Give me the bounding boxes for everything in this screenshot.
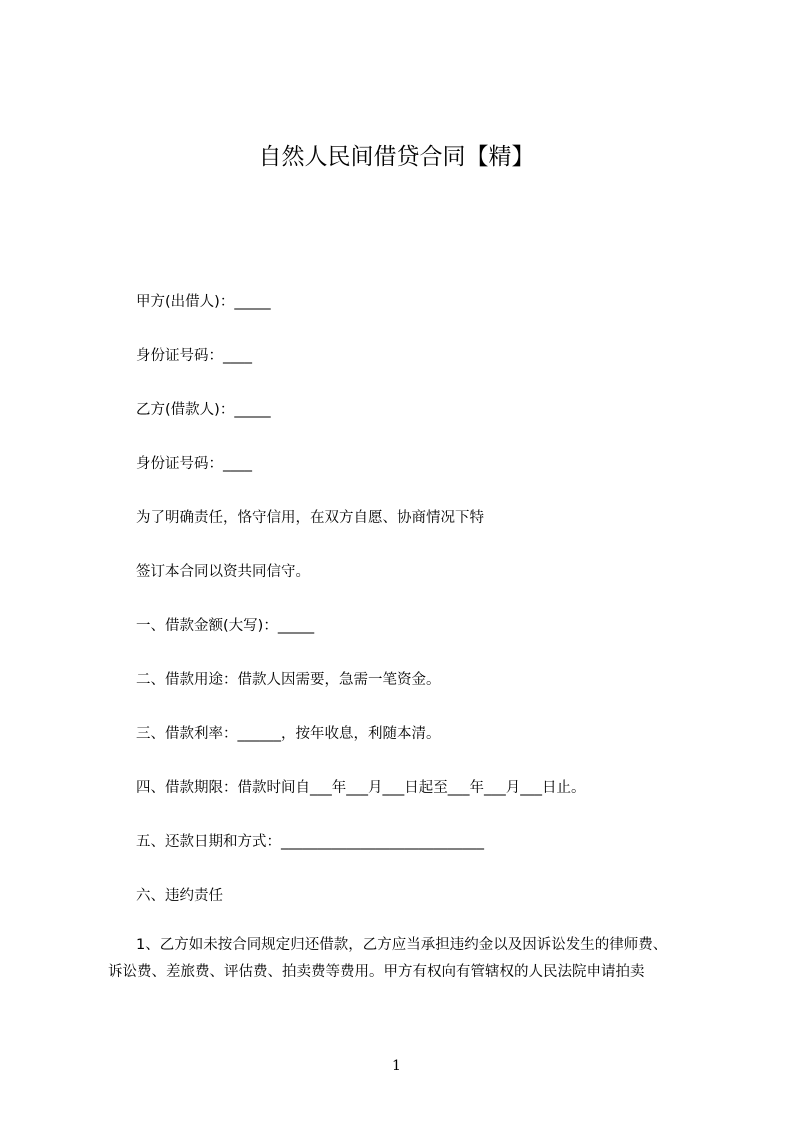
preamble-line-1: 为了明确责任，恪守信用，在双方自愿、协商情况下特 (136, 510, 484, 526)
clause-loan-term: 四、借款期限：借款时间自___年___月___日起至___年___月___日止。 (136, 780, 586, 796)
breach-paragraph-line-1: 1、乙方如未按合同规定归还借款，乙方应当承担违约金以及因诉讼发生的律师费、 (136, 937, 668, 953)
page-number: 1 (392, 1058, 401, 1074)
lender-field: 甲方(出借人)：_____ (136, 294, 271, 310)
borrower-id-field: 身份证号码：____ (136, 456, 252, 472)
clause-loan-purpose: 二、借款用途：借款人因需要，急需一笔资金。 (136, 672, 441, 688)
clause-interest-rate: 三、借款利率：______，按年收息，利随本清。 (136, 726, 441, 742)
lender-id-field: 身份证号码：____ (136, 348, 252, 364)
clause-loan-amount: 一、借款金额(大写)：_____ (136, 618, 315, 634)
breach-paragraph-line-2: 诉讼费、差旅费、评估费、拍卖费等费用。甲方有权向有管辖权的人民法院申请拍卖 (108, 964, 645, 980)
clause-repayment: 五、还款日期和方式：____________________________ (136, 834, 484, 850)
borrower-field: 乙方(借款人)：_____ (136, 402, 271, 418)
breach-paragraph (108, 935, 728, 982)
clause-breach-heading: 六、违约责任 (136, 888, 223, 904)
document-title: 自然人民间借贷合同【精】 (258, 144, 535, 170)
preamble-line-2: 签订本合同以资共同信守。 (136, 564, 310, 580)
